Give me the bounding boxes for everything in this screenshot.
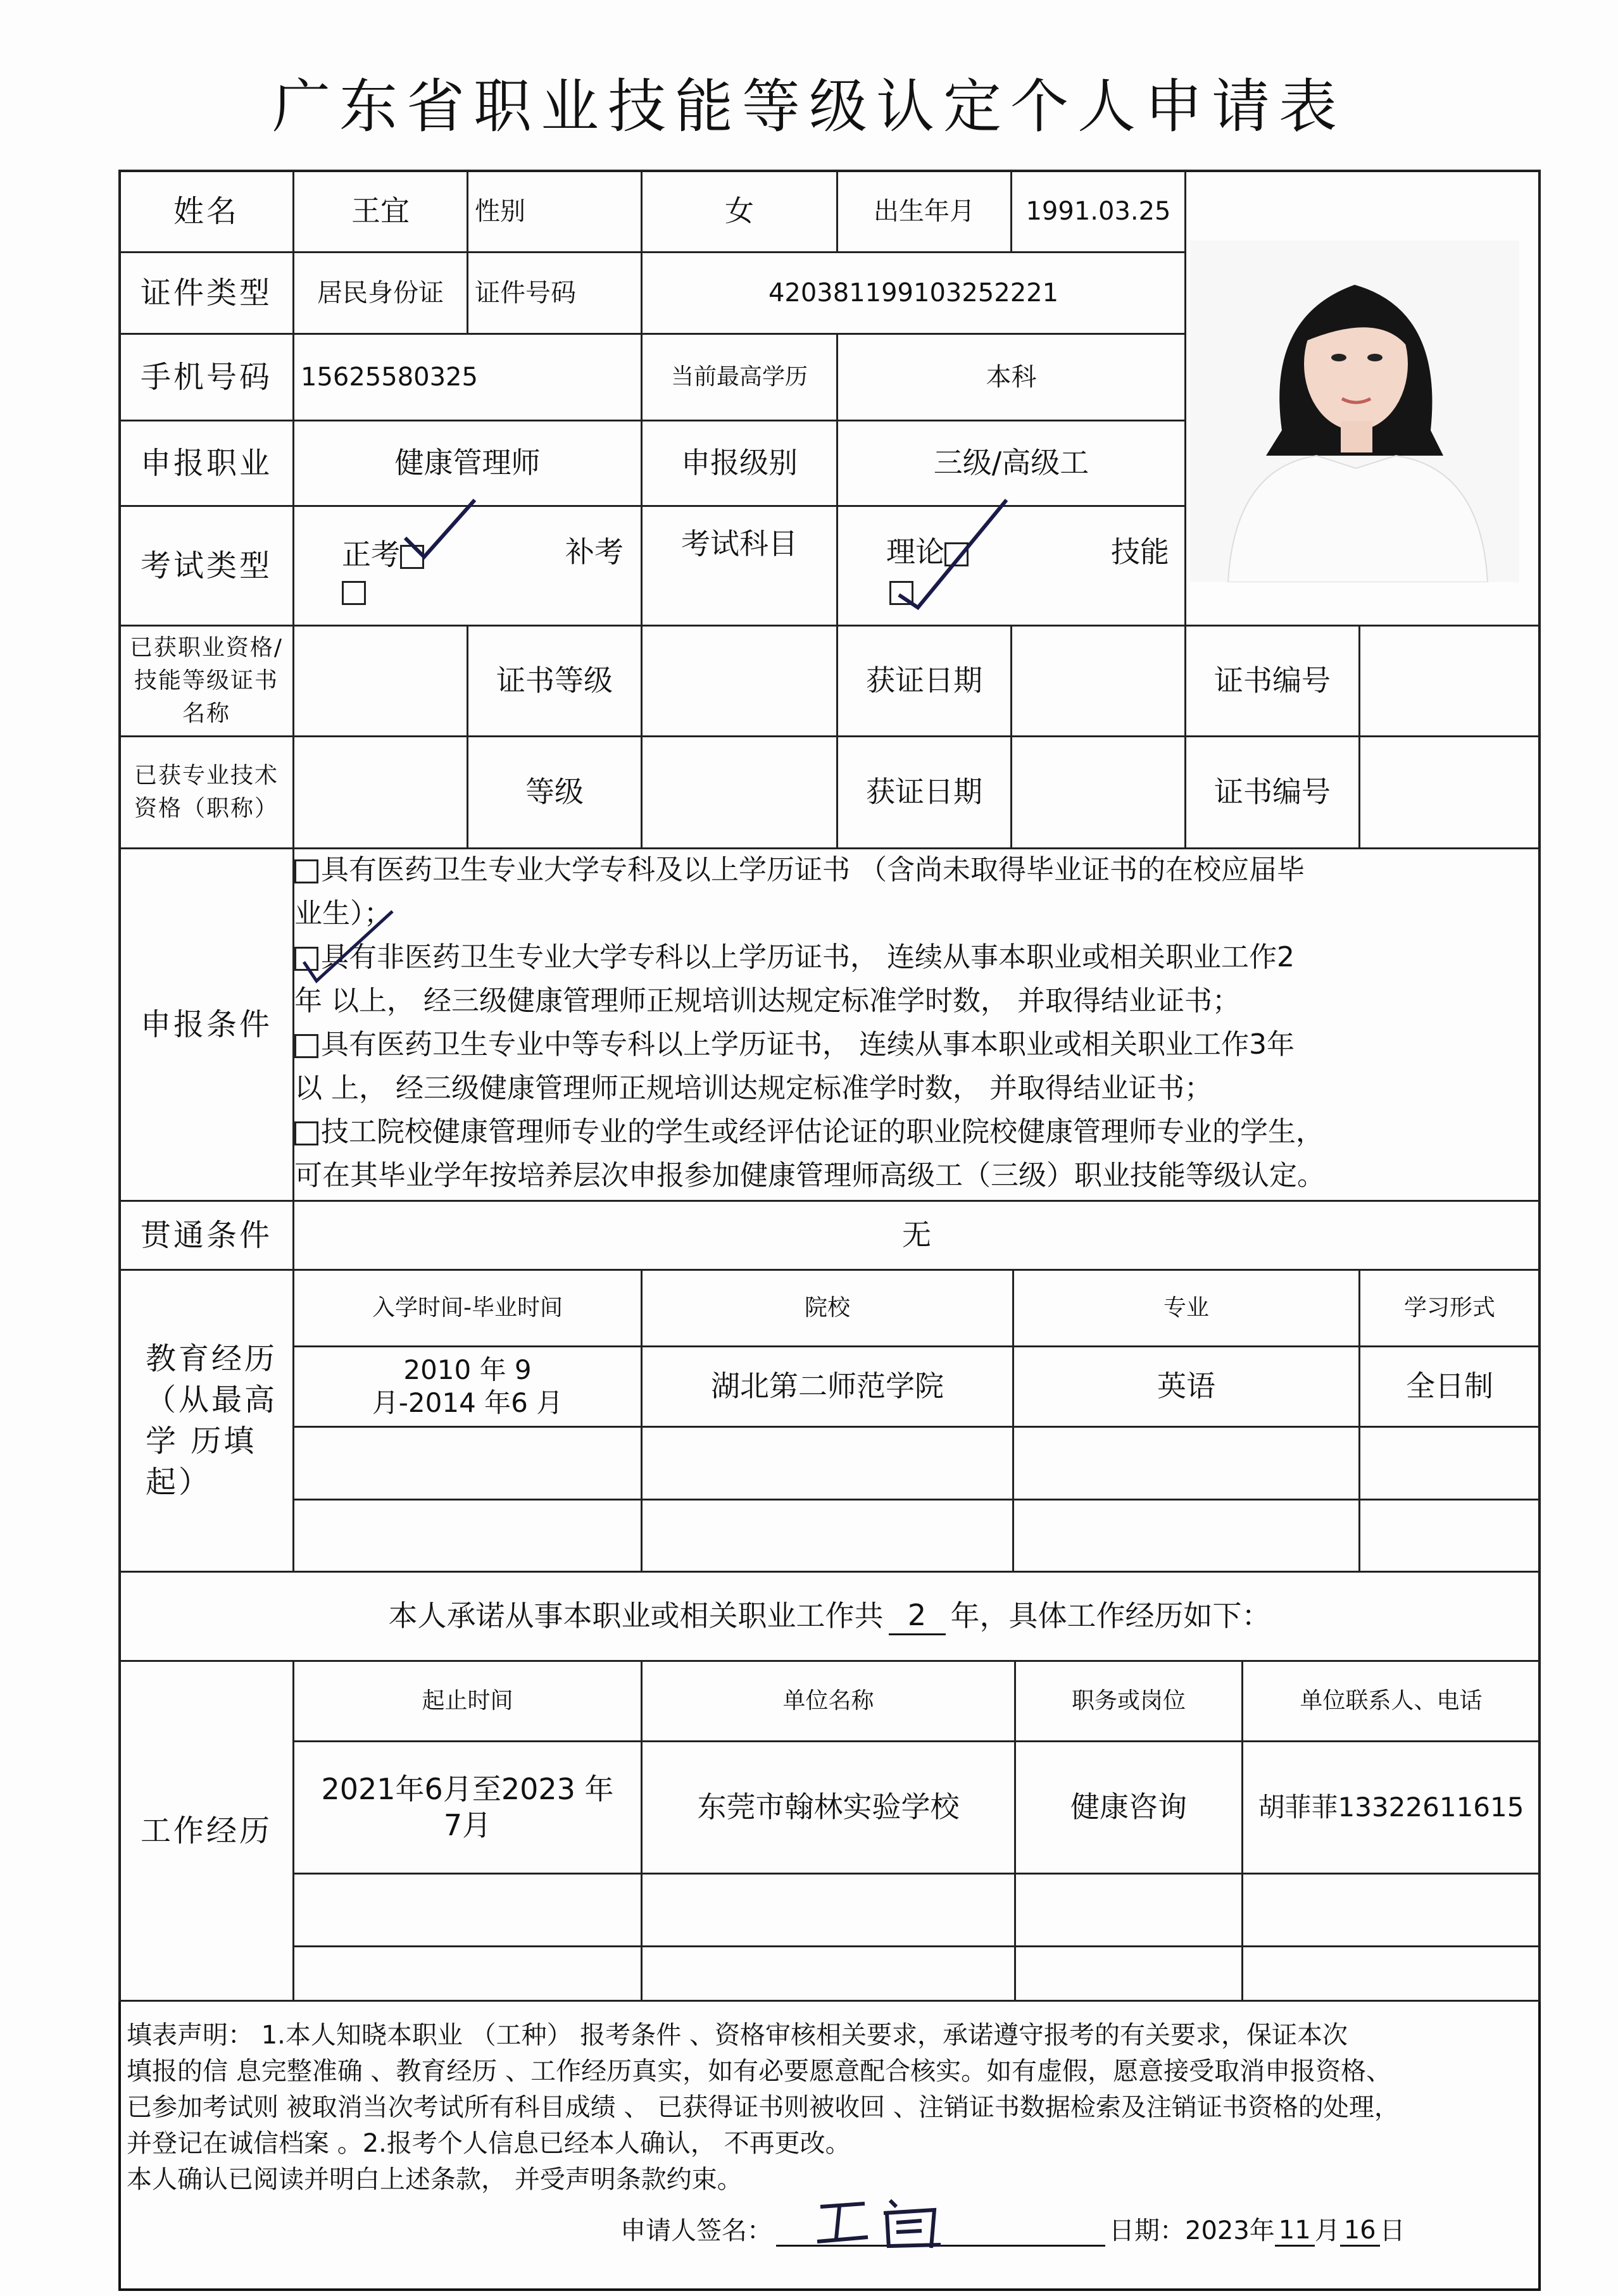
id-no-value: 420381199103252221 bbox=[641, 251, 1186, 335]
title-qualification-label: 已获专业技术资格（职称） bbox=[118, 735, 294, 849]
qualification-grade-value bbox=[641, 625, 838, 737]
work-position: 健康咨询 bbox=[1014, 1740, 1243, 1875]
level-label: 申报级别 bbox=[641, 420, 838, 507]
education-label: 教育经历（从最高学 历填起） bbox=[118, 1269, 294, 1573]
applicant-photo bbox=[1190, 240, 1519, 582]
date-year: 2023年 bbox=[1185, 2216, 1275, 2245]
edu-empty-school bbox=[641, 1426, 1014, 1501]
checkmark-icon bbox=[399, 494, 487, 570]
condition-line-1[interactable]: 具有医药卫生专业大学专科及以上学历证书 （含尚未取得毕业证书的在校应届毕 bbox=[294, 848, 1535, 892]
edu-empty-period bbox=[292, 1499, 643, 1573]
edu-label: 当前最高学历 bbox=[641, 333, 838, 421]
edu-value: 本科 bbox=[836, 333, 1186, 421]
signature-field[interactable] bbox=[776, 2194, 1105, 2247]
checkmark-icon bbox=[298, 905, 405, 987]
phone-value: 15625580325 bbox=[292, 333, 643, 421]
date-day: 16 bbox=[1340, 2216, 1380, 2247]
birth-label: 出生年月 bbox=[836, 170, 1012, 253]
name-value: 王宜 bbox=[292, 170, 468, 253]
qualification-name-value bbox=[292, 625, 468, 737]
edu-period: 2010 年 9 月-2014 年6 月 bbox=[292, 1345, 643, 1428]
phone-label: 手机号码 bbox=[118, 333, 294, 421]
title-date-value bbox=[1010, 735, 1186, 849]
form-title: 广东省职业技能等级认定个人申请表 bbox=[272, 73, 1346, 140]
title-grade-value bbox=[641, 735, 838, 849]
conditions-list bbox=[294, 848, 1535, 1196]
edu-major: 英语 bbox=[1012, 1345, 1360, 1428]
condition-line-4: 年 以上， 经三级健康管理师正规培训达规定标准学时数， 并取得结业证书； bbox=[294, 985, 1240, 1017]
title-no-label: 证书编号 bbox=[1184, 735, 1360, 849]
work-period: 2021年6月至2023 年7月 bbox=[292, 1740, 643, 1875]
id-type-value: 居民身份证 bbox=[292, 251, 468, 335]
commitment-row bbox=[118, 1571, 1541, 1662]
edu-empty-mode bbox=[1358, 1426, 1541, 1501]
qualification-no-label: 证书编号 bbox=[1184, 625, 1360, 737]
declaration-line: 填表声明： 1.本人知晓本职业 （工种） 报考条件 、资格审核相关要求，承诺遵守报考的有关要求，保证本次 bbox=[127, 2021, 1348, 2050]
checkmark-icon bbox=[893, 494, 1019, 614]
edu-mode: 全日制 bbox=[1358, 1345, 1541, 1428]
declaration-line: 本人确认已阅读并明白上述条款， 并受声明条款约束。 bbox=[127, 2165, 743, 2194]
occupation-label: 申报职业 bbox=[118, 420, 294, 507]
qualification-label: 已获职业资格/技能等级证书名称 bbox=[118, 625, 294, 737]
birth-value: 1991.03.25 bbox=[1010, 170, 1186, 253]
theory-label: 理论 bbox=[886, 535, 944, 569]
occupation-value: 健康管理师 bbox=[292, 420, 643, 507]
work-empty-contact bbox=[1241, 1945, 1541, 2002]
name-label: 姓名 bbox=[118, 170, 294, 253]
condition-line-2: 业生）； bbox=[294, 897, 392, 930]
declaration bbox=[127, 2018, 1532, 2198]
work-label: 工作经历 bbox=[118, 1660, 294, 2002]
commitment-prefix: 本人承诺从事本职业或相关职业工作共 bbox=[388, 1599, 884, 1633]
edu-header-school: 院校 bbox=[641, 1269, 1014, 1347]
checkbox-icon[interactable] bbox=[294, 1121, 318, 1145]
edu-school: 湖北第二师范学院 bbox=[641, 1345, 1014, 1428]
checkbox-icon[interactable] bbox=[294, 1034, 318, 1058]
work-empty-period bbox=[292, 1873, 643, 1947]
work-header-contact: 单位联系人、电话 bbox=[1241, 1660, 1541, 1742]
edu-empty-period bbox=[292, 1426, 643, 1501]
commitment-suffix: 年，具体工作经历如下： bbox=[950, 1599, 1271, 1633]
condition-line-8: 可在其毕业学年按培养层次申报参加健康管理师高级工（三级）职业技能等级认定。 bbox=[294, 1159, 1325, 1192]
work-empty-position bbox=[1014, 1873, 1243, 1947]
work-header-position: 职务或岗位 bbox=[1014, 1660, 1243, 1742]
makeup-label: 补考 bbox=[565, 535, 624, 569]
condition-line-5[interactable]: 具有医药卫生专业中等专科以上学历证书， 连续从事本职业或相关职业工作3年 bbox=[294, 1023, 1535, 1066]
work-empty-period bbox=[292, 1945, 643, 2002]
declaration-line: 填报的信 息完整准确 、教育经历 、工作经历真实，如有必要愿意配合核实。如有虚假，愿意接受取消申报资格、 bbox=[127, 2057, 1392, 2086]
gender-value: 女 bbox=[641, 170, 838, 253]
commitment-years: 2 bbox=[889, 1597, 946, 1636]
work-company: 东莞市翰林实验学校 bbox=[641, 1740, 1016, 1875]
condition-line-3[interactable]: 具有非医药卫生专业大学专科以上学历证书， 连续从事本职业或相关职业工作2 bbox=[294, 935, 1535, 979]
edu-header-major: 专业 bbox=[1012, 1269, 1360, 1347]
title-grade-label: 等级 bbox=[467, 735, 643, 849]
gender-label: 性别 bbox=[467, 170, 643, 253]
edu-empty-major bbox=[1012, 1426, 1360, 1501]
date-month: 11 bbox=[1275, 2216, 1315, 2247]
skill-label: 技能 bbox=[1111, 535, 1169, 569]
through-value: 无 bbox=[292, 1200, 1541, 1271]
date-day-unit: 日 bbox=[1379, 2216, 1405, 2245]
signature-label: 申请人签名： bbox=[620, 2216, 772, 2245]
title-no-value bbox=[1358, 735, 1541, 849]
level-value: 三级/高级工 bbox=[836, 420, 1186, 507]
conditions-label: 申报条件 bbox=[118, 847, 294, 1202]
declaration-line: 已参加考试则 被取消当次考试所有科目成绩 、 已获得证书则被收回 、注销证书数据检索及注销证书资格的处理， bbox=[127, 2093, 1400, 2122]
condition-line-6: 以 上， 经三级健康管理师正规培训达规定标准学时数， 并取得结业证书； bbox=[294, 1072, 1212, 1104]
work-empty-company bbox=[641, 1873, 1016, 1947]
checkbox-icon[interactable] bbox=[342, 581, 366, 605]
through-label: 贯通条件 bbox=[118, 1200, 294, 1271]
id-type-label: 证件类型 bbox=[118, 251, 294, 335]
subject-label: 考试科目 bbox=[641, 505, 838, 627]
edu-header-mode: 学习形式 bbox=[1358, 1269, 1541, 1347]
handwritten-signature bbox=[808, 2188, 960, 2251]
id-no-label: 证件号码 bbox=[467, 251, 643, 335]
qualification-grade-label: 证书等级 bbox=[467, 625, 643, 737]
edu-empty-major bbox=[1012, 1499, 1360, 1573]
date-label: 日期： bbox=[1109, 2216, 1185, 2245]
qualification-no-value bbox=[1358, 625, 1541, 737]
work-header-company: 单位名称 bbox=[641, 1660, 1016, 1742]
work-empty-contact bbox=[1241, 1873, 1541, 1947]
signature-row bbox=[620, 2177, 1507, 2247]
date-month-unit: 月 bbox=[1314, 2216, 1340, 2245]
edu-empty-mode bbox=[1358, 1499, 1541, 1573]
qualification-date-value bbox=[1010, 625, 1186, 737]
work-header-period: 起止时间 bbox=[292, 1660, 643, 1742]
work-empty-company bbox=[641, 1945, 1016, 2002]
work-contact: 胡菲菲13322611615 bbox=[1241, 1740, 1541, 1875]
edu-empty-school bbox=[641, 1499, 1014, 1573]
regular-label: 正考 bbox=[342, 537, 400, 571]
title-qualification-value bbox=[292, 735, 468, 849]
work-empty-position bbox=[1014, 1945, 1243, 2002]
exam-type-label: 考试类型 bbox=[118, 505, 294, 627]
checkbox-icon[interactable] bbox=[294, 859, 318, 883]
edu-header-period: 入学时间-毕业时间 bbox=[292, 1269, 643, 1347]
qualification-date-label: 获证日期 bbox=[836, 625, 1012, 737]
condition-line-7[interactable]: 技工院校健康管理师专业的学生或经评估论证的职业院校健康管理师专业的学生， bbox=[294, 1110, 1535, 1154]
declaration-line: 并登记在诚信档案 。2.报考个人信息已经本人确认， 不再更改。 bbox=[127, 2129, 851, 2158]
title-date-label: 获证日期 bbox=[836, 735, 1012, 849]
